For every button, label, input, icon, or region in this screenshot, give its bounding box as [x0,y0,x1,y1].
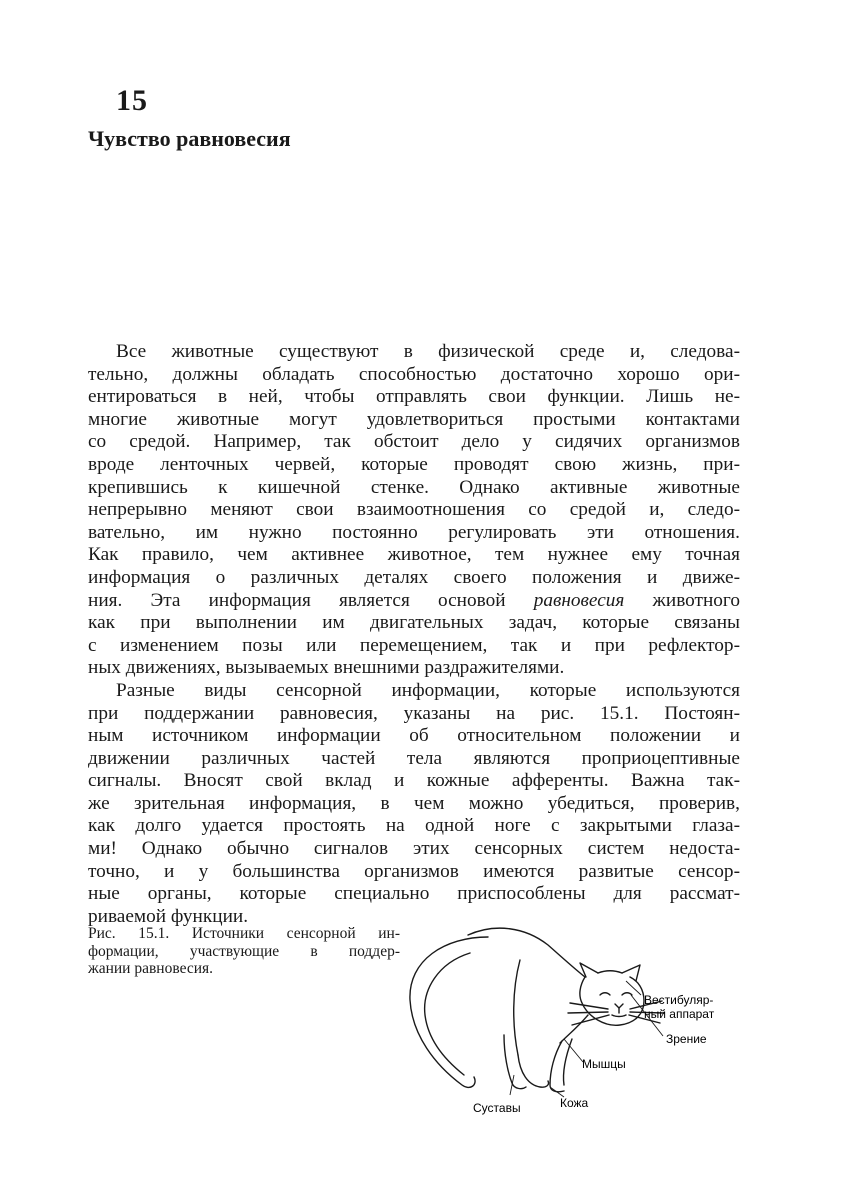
text-line: ным источником информации об относительном положении и [88,725,740,747]
text-line: многие животные могут удовлетвориться простыми контактами [88,408,740,430]
cat-front-leg-back [563,1039,572,1085]
label-muscles: Мышцы [582,1057,626,1071]
text-line: точно, и у большинства организмов имеются развитые сенсор- [88,860,740,882]
cat-back [468,928,585,977]
cat-forehead [598,971,622,973]
text-line: информация о различных деталях своего положения и движе- [88,566,740,588]
cat-hind-leg-inner [504,1035,526,1089]
muscles-leader [564,1039,583,1062]
text-line: со средой. Например, так обстоит дело у сидячих организмов [88,431,740,453]
text-line: ные органы, которые специально приспособлены для рассмат- [88,883,740,905]
label-joints: Суставы [473,1101,521,1115]
text-line: как при выполнении им двигательных задач, которые связаны [88,612,740,634]
cat-whiskers-left [568,1003,609,1025]
text-segment: животного [624,589,741,611]
text-line: Как правило, чем активнее животное, тем нужнее ему точная [88,544,740,566]
figure-caption [88,925,400,978]
caption-line: жании равновесия. [88,960,214,977]
text-line: сигналы. Вносят свой вклад и кожные афференты. Важна так- [88,770,740,792]
label-vision: Зрение [666,1032,707,1046]
cat-right-eye [622,993,632,995]
cat-chest [560,1015,588,1043]
text-line: как долго удается простоять на одной ноге с закрытыми глаза- [88,815,740,837]
text-line: непрерывно меняют свои взаимоотношения со средой и, следо- [88,499,740,521]
chapter-title: Чувство равновесия [88,126,291,151]
cat-front-leg [550,1041,564,1092]
cat-tail [410,937,488,1087]
cat-right-ear [622,965,640,981]
cat-head [580,977,644,1025]
label-vestibular-1: Вестибуляр- [644,993,714,1007]
text-line: с изменением позы или перемещением, так и при рефлектор- [88,634,740,656]
cat-hind-leg [518,1055,549,1087]
text-line: ентироваться в ней, чтобы отправлять свои функции. Лишь не- [88,386,740,408]
text-line: Все животные существуют в физической среде и, следова- [116,341,740,362]
text-line [88,590,740,613]
label-vestibular-2: ный аппарат [644,1007,715,1021]
text-line: ных движениях, вызываемых внешними раздражителями. [88,657,565,679]
text-line: же зрительная информация, в чем можно убедиться, проверив, [88,792,740,814]
text-line: Разные виды сенсорной информации, которые используются [116,679,740,701]
cat-illustration [400,915,740,1130]
text-line: ми! Однако обычно сигналов этих сенсорных систем недоста- [88,838,740,860]
body-text [88,341,740,928]
chapter-number: 15 [116,84,148,117]
cat-mouth [612,1008,626,1017]
text-line: движении различных частей тела являются проприоцептивные [88,747,740,769]
caption-line: формации, участвующие в поддер- [88,942,400,960]
caption-line: Рис. 15.1. Источники сенсорной ин- [88,925,400,942]
text-line: вательно, им нужно постоянно регулировать эти отношения. [88,521,740,543]
label-skin: Кожа [560,1096,589,1110]
text-line: вроде ленточных червей, которые проводят свою жизнь, при- [88,453,740,475]
cat-left-eye [600,993,610,995]
text-segment: ния. Эта информация является основой [88,589,506,611]
text-line: риваемой функции. [88,905,249,927]
text-line: тельно, должны обладать способностью достаточно хорошо ори- [88,363,740,385]
text-line: при поддержании равновесия, указаны на рис. 15.1. Постоян- [88,702,740,724]
cat-belly [514,960,520,1055]
cat-tail-inner [425,953,470,1075]
italic-term: равновесия [533,589,625,611]
text-line: крепившись к кишечной стенке. Однако активные животные [88,476,740,498]
